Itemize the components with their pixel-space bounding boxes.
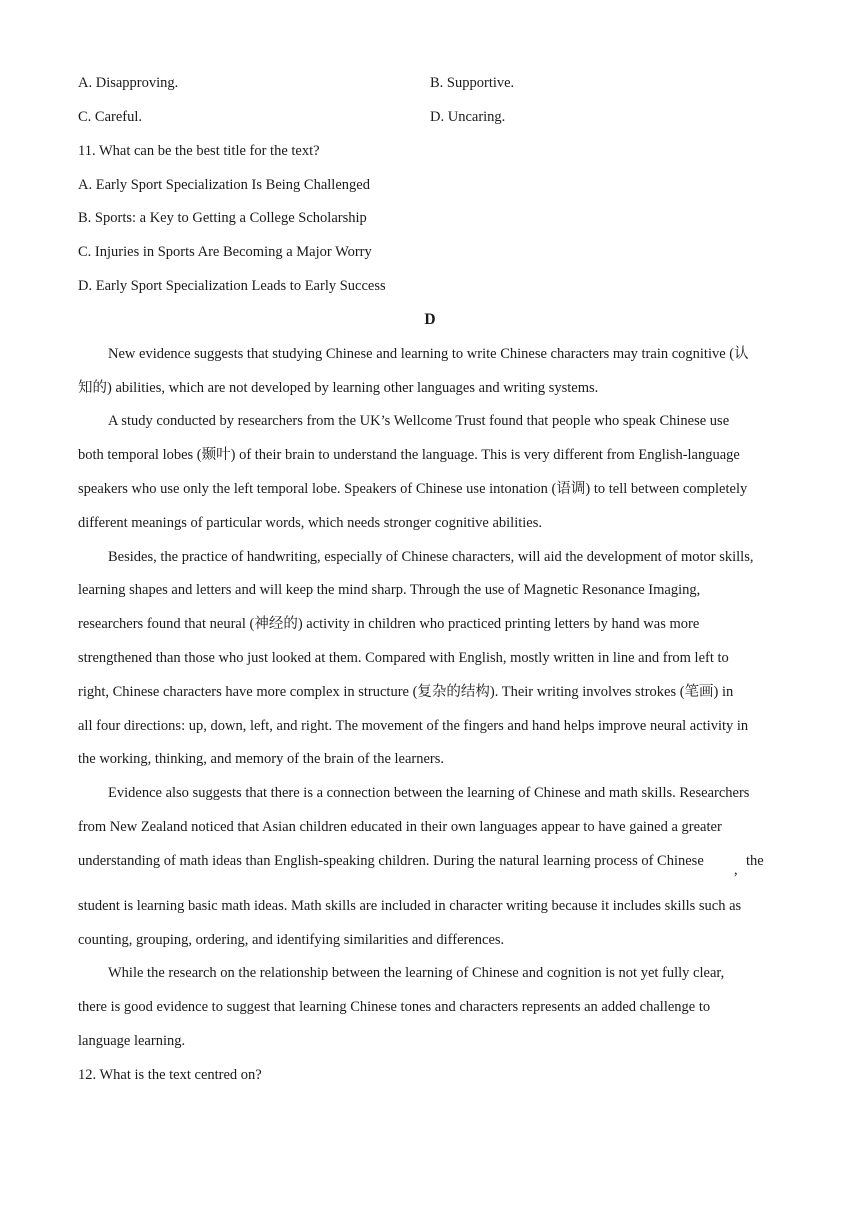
q10-option-a: A. Disapproving.: [78, 75, 179, 91]
passage-line: student is learning basic math ideas. Math skills are included in character writing because it includes skills such as: [78, 898, 742, 914]
q11-option-d: D. Early Sport Specialization Leads to Early Success: [78, 278, 386, 294]
q11-stem: 11. What can be the best title for the text?: [78, 143, 320, 159]
q11-option-c: C. Injuries in Sports Are Becoming a Major Worry: [78, 244, 372, 260]
q10-option-c: C. Careful.: [78, 109, 143, 125]
q12-stem: 12. What is the text centred on?: [78, 1067, 262, 1083]
passage-line: researchers found that neural (神经的) activity in children who practiced printing letters by hand was more: [78, 616, 700, 632]
passage-line: counting, grouping, ordering, and identifying similarities and differences.: [78, 932, 505, 948]
passage-line: from New Zealand noticed that Asian children educated in their own languages appear to have gained a greater: [78, 819, 722, 835]
passage-line: strengthened than those who just looked at them. Compared with English, mostly written in line and from left to: [78, 650, 729, 666]
q10-option-b: B. Supportive.: [430, 75, 515, 91]
passage-line-tail: the: [746, 853, 764, 869]
passage-comma: ,: [734, 862, 738, 878]
passage-line: there is good evidence to suggest that learning Chinese tones and characters represents an added challenge to: [78, 999, 711, 1015]
passage-line: understanding of math ideas than English-speaking children. During the natural learning process of Chinese: [78, 853, 704, 869]
passage-line: Besides, the practice of handwriting, especially of Chinese characters, will aid the development of motor skills,: [108, 549, 754, 565]
q11-option-a: A. Early Sport Specialization Is Being Challenged: [78, 177, 370, 193]
passage-line: learning shapes and letters and will keep the mind sharp. Through the use of Magnetic Resonance Imaging,: [78, 582, 701, 598]
passage-line: both temporal lobes (颞叶) of their brain to understand the language. This is very different from English-language: [78, 447, 740, 463]
passage-line: 知的) abilities, which are not developed by learning other languages and writing systems.: [78, 380, 599, 396]
passage-line: different meanings of particular words, which needs stronger cognitive abilities.: [78, 515, 542, 531]
q11-option-b: B. Sports: a Key to Getting a College Scholarship: [78, 210, 367, 226]
passage-line: the working, thinking, and memory of the brain of the learners.: [78, 751, 445, 767]
passage-line: right, Chinese characters have more complex in structure (复杂的结构). Their writing involves strokes (笔画) in: [78, 684, 734, 700]
passage-line: Evidence also suggests that there is a connection between the learning of Chinese and math skills. Researchers: [108, 785, 750, 801]
passage-line: all four directions: up, down, left, and right. The movement of the fingers and hand helps improve neural activity in: [78, 718, 749, 734]
passage-line: language learning.: [78, 1033, 186, 1049]
passage-line: New evidence suggests that studying Chinese and learning to write Chinese characters may train cognitive (认: [108, 346, 749, 362]
q10-option-d: D. Uncaring.: [430, 109, 506, 125]
passage-line: A study conducted by researchers from the UK’s Wellcome Trust found that people who speak Chinese use: [108, 413, 730, 429]
passage-line: While the research on the relationship between the learning of Chinese and cognition is not yet fully clear,: [108, 965, 725, 981]
passage-line: speakers who use only the left temporal lobe. Speakers of Chinese use intonation (语调) to tell between completely: [78, 481, 748, 497]
section-title: D: [424, 311, 436, 328]
